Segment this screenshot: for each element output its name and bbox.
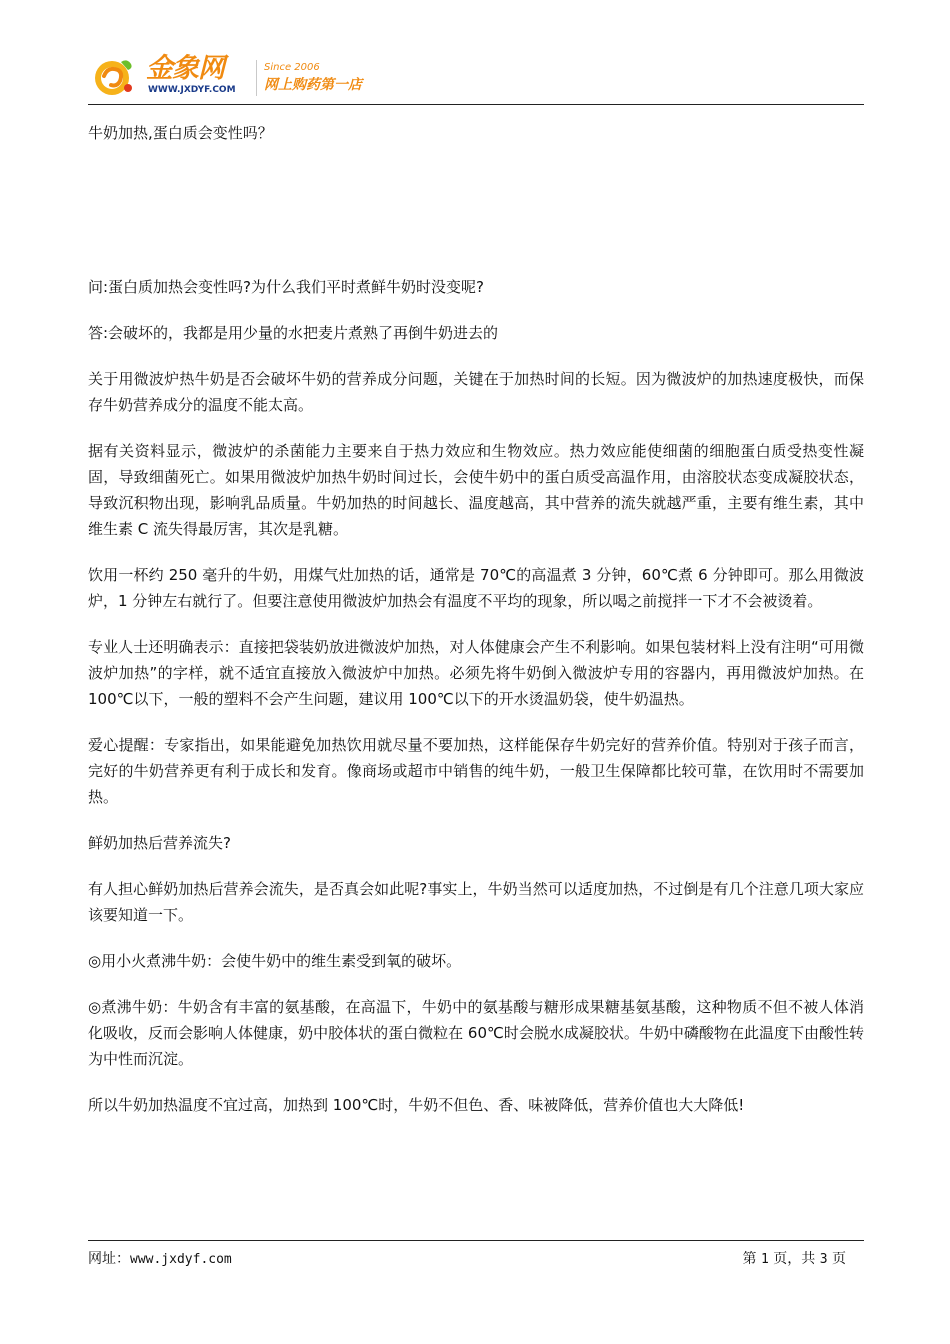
slogan: 网上购药第一店 xyxy=(264,77,362,93)
total-pages: 3 xyxy=(819,1252,828,1267)
page-footer xyxy=(88,1240,864,1265)
bullet-paragraph: ◎煮沸牛奶：牛奶含有丰富的氨基酸，在高温下，牛奶中的氨基酸与糖形成果糖基氨基酸，这种物质不但不被人体消化吸收，反而会影响人体健康，奶中胶体状的蛋白微粒在 60℃时会脱水成凝胶状。牛奶中磷酸物在此温度下由酸性转为中性而沉淀。 xyxy=(88,998,864,1068)
logo-wordmark: 金象网 xyxy=(146,53,224,84)
paragraph: 爱心提醒：专家指出，如果能避免加热饮用就尽量不要加热，这样能保存牛奶完好的营养价值。特别对于孩子而言，完好的牛奶营养更有利于成长和发育。像商场或超市中销售的纯牛奶，一般卫生保障都比较可靠，在饮用时不需要加热。 xyxy=(88,736,864,806)
page-header xyxy=(88,52,864,105)
website-link[interactable]: www.jxdyf.com xyxy=(130,1252,232,1267)
elephant-logo-icon xyxy=(90,54,138,98)
footer-website xyxy=(88,1247,232,1272)
paragraph: 饮用一杯约 250 毫升的牛奶，用煤气灶加热的话，通常是 70℃的高温煮 3 分钟，60℃煮 6 分钟即可。那么用微波炉，1 分钟左右就行了。但要注意使用微波炉加热会有温度不平均的现象，所以喝之前搅拌一下才不会被烫着。 xyxy=(88,566,864,610)
document-body xyxy=(88,120,864,1118)
bullet-paragraph: ◎用小火煮沸牛奶：会使牛奶中的维生素受到氧的破坏。 xyxy=(88,952,462,970)
paragraph: 关于用微波炉热牛奶是否会破坏牛奶的营养成分问题，关键在于加热时间的长短。因为微波炉的加热速度极快，而保存牛奶营养成分的温度不能太高。 xyxy=(88,370,864,414)
page-number xyxy=(743,1247,846,1272)
page-prefix: 第 xyxy=(742,1251,757,1267)
current-page: 1 xyxy=(760,1252,769,1267)
paragraph: 答:会破坏的，我都是用少量的水把麦片煮熟了再倒牛奶进去的 xyxy=(88,324,499,342)
paragraph: 据有关资料显示，微波炉的杀菌能力主要来自于热力效应和生物效应。热力效应能使细菌的细胞蛋白质受热变性凝固，导致细菌死亡。如果用微波炉加热牛奶时间过长，会使牛奶中的蛋白质受高温作用，由溶胶状态变成凝胶状态，导致沉积物出现，影响乳品质量。牛奶加热的时间越长、温度越高，其中营养的流失就越严重，主要有维生素，其中维生素 C 流失得最厉害，其次是乳糖。 xyxy=(88,442,864,538)
page-middle: 页，共 xyxy=(773,1251,816,1267)
page-suffix: 页 xyxy=(832,1251,846,1267)
subheading: 鲜奶加热后营养流失? xyxy=(88,834,231,852)
paragraph: 问:蛋白质加热会变性吗?为什么我们平时煮鲜牛奶时没变呢? xyxy=(88,278,484,296)
logo-url: WWW.JXDYF.COM xyxy=(148,85,236,95)
since-label: Since 2006 xyxy=(264,62,320,73)
logo-divider xyxy=(256,60,257,96)
paragraph: 专业人士还明确表示：直接把袋装奶放进微波炉加热，对人体健康会产生不利影响。如果包装材料上没有注明“可用微波炉加热”的字样，就不适宜直接放入微波炉中加热。必须先将牛奶倒入微波炉专用的容器内，再用微波炉加热。在 100℃以下，一般的塑料不会产生问题，建议用 100℃以下的开水烫温奶袋，使牛奶温热。 xyxy=(88,638,864,708)
paragraph: 所以牛奶加热温度不宜过高，加热到 100℃时，牛奶不但色、香、味被降低，营养价值也大大降低! xyxy=(88,1096,745,1114)
document-title: 牛奶加热,蛋白质会变性吗？ xyxy=(88,124,273,142)
paragraph: 有人担心鲜奶加热后营养会流失，是否真会如此呢?事实上，牛奶当然可以适度加热，不过倒是有几个注意几项大家应该要知道一下。 xyxy=(88,880,864,924)
website-label: 网址： xyxy=(88,1251,130,1267)
